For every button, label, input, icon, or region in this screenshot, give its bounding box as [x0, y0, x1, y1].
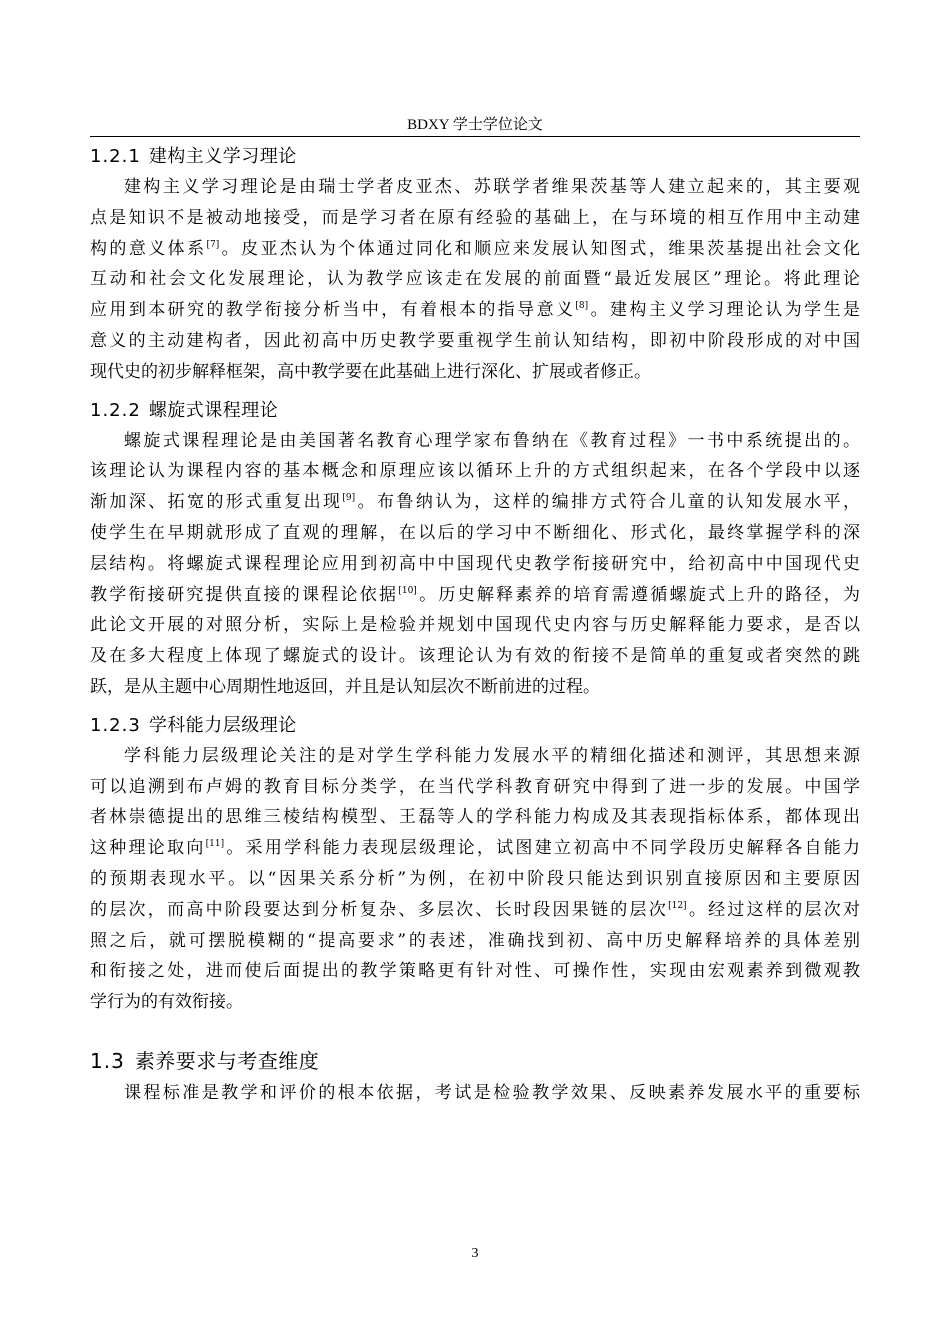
citation-ref[interactable]: [11]: [205, 839, 225, 850]
citation-ref[interactable]: [8]: [575, 301, 589, 312]
section-heading: [90, 396, 860, 426]
text-run: 。布鲁纳认为，这样的编排方式符合儿童的认知发展水平，: [355, 492, 861, 513]
body-paragraph: [90, 1078, 860, 1109]
text-line: [90, 580, 860, 611]
text-run: 。采用学科能力表现层级理论，试图建立初高中不同学段历史解释各自能力: [224, 838, 861, 859]
text-line: 照之后，就可摆脱模糊的“提高要求”的表述，准确找到初、高中历史解释培养的具体差别: [90, 930, 860, 951]
text-line: [90, 487, 860, 518]
text-line: [90, 234, 860, 265]
citation-ref[interactable]: [7]: [206, 239, 220, 250]
section-number: 1.2.2: [90, 399, 141, 421]
citation-ref[interactable]: [12]: [668, 900, 687, 911]
body-paragraph: [90, 741, 860, 1018]
text-line: 学科能力层级理论关注的是对学生学科能力发展水平的精细化描述和测评，其思想来源: [124, 745, 860, 766]
text-line: [90, 833, 860, 864]
page-number: 3: [471, 1246, 479, 1261]
section-number: 1.2.1: [90, 146, 141, 167]
text-line: 螺旋式课程理论是由美国著名教育心理学家布鲁纳在《教育过程》一书中系统提出的。: [124, 430, 860, 451]
text-run: 。历史解释素养的培育需遵循螺旋式上升的路径，为: [416, 584, 861, 605]
section-title: 学科能力层级理论: [148, 714, 297, 736]
text-line: 此论文开展的对照分析，实际上是检验并规划中国现代史内容与历史解释能力要求，是否以: [90, 615, 860, 636]
section-title: 螺旋式课程理论: [148, 399, 279, 421]
text-line: 跃，是从主题中心周期性地返回，并且是认知层次不断前进的过程。: [90, 676, 600, 697]
section-1-2-2: [90, 396, 860, 703]
text-run: 构的意义体系: [90, 238, 207, 259]
text-line: 和衔接之处，进而使后面提出的教学策略更有针对性、可操作性，实现由宏观素养到微观教: [90, 961, 860, 982]
section-number: 1.2.3: [90, 714, 141, 736]
text-run: 。经过这样的层次对: [686, 899, 861, 920]
text-line: 及在多大程度上体现了螺旋式的设计。该理论认为有效的衔接不是简单的重复或者突然的跳: [90, 646, 860, 667]
section-heading: [90, 142, 860, 172]
text-line: 点是知识不是被动地接受，而是学习者在原有经验的基础上，在与环境的相互作用中主动建: [90, 207, 860, 228]
section-heading: [90, 1044, 860, 1078]
text-run: 教学衔接研究提供直接的课程论依据: [90, 584, 399, 605]
text-run: 这种理论取向: [90, 838, 206, 859]
text-line: 者林崇德提出的思维三棱结构模型、王磊等人的学科能力构成及其表现指标体系，都体现出: [90, 807, 860, 828]
section-number: 1.3: [90, 1048, 125, 1073]
text-run: 。皮亚杰认为个体通过同化和顺应来发展认知图式，维果茨基提出社会文化: [219, 238, 860, 259]
section-title: 建构主义学习理论: [148, 146, 297, 167]
text-line: 意义的主动建构者，因此初高中历史教学要重视学生前认知结构，即初中阶段形成的对中国: [90, 330, 860, 351]
header-rule: [90, 136, 860, 137]
text-line: 该理论认为课程内容的基本概念和原理应该以循环上升的方式组织起来，在各个学段中以逐: [90, 461, 860, 482]
text-line: 可以追溯到布卢姆的教育目标分类学，在当代学科教育研究中得到了进一步的发展。中国学: [90, 776, 860, 797]
text-line: 学行为的有效衔接。: [90, 992, 243, 1013]
text-line: 建构主义学习理论是由瑞士学者皮亚杰、苏联学者维果茨基等人建立起来的，其主要观: [124, 177, 860, 197]
page-content: [90, 142, 860, 1109]
text-line: [90, 295, 860, 326]
text-line: 课程标准是教学和评价的根本依据，考试是检验教学效果、反映素养发展水平的重要标: [124, 1082, 860, 1103]
text-line: 的预期表现水平。以“因果关系分析”为例，在初中阶段只能达到识别直接原因和主要原因: [90, 868, 860, 889]
text-line: 层结构。将螺旋式课程理论应用到初高中中国现代史教学衔接研究中，给初高中中国现代史: [90, 553, 860, 574]
citation-ref[interactable]: [9]: [342, 493, 356, 504]
section-title: 素养要求与考查维度: [134, 1048, 320, 1073]
text-run: 应用到本研究的教学衔接分析当中，有着根本的指导意义: [90, 300, 576, 321]
body-paragraph: [90, 172, 860, 388]
text-line: 互动和社会文化发展理论，认为教学应该走在发展的前面暨“最近发展区”理论。将此理论: [90, 269, 860, 290]
section-1-3: [90, 1044, 860, 1109]
text-line: [90, 895, 860, 926]
citation-ref[interactable]: [10]: [398, 585, 417, 596]
text-line: 现代史的初步解释框架，高中教学要在此基础上进行深化、扩展或者修正。: [90, 361, 651, 382]
body-paragraph: [90, 426, 860, 703]
section-1-2-1: [90, 142, 860, 388]
text-run: 。建构主义学习理论认为学生是: [588, 300, 861, 321]
text-line: 使学生在早期就形成了直观的理解，在以后的学习中不断细化、形式化，最终掌握学科的深: [90, 522, 860, 543]
text-run: 的层次，而高中阶段要达到分析复杂、多层次、长时段因果链的层次: [90, 899, 669, 920]
section-1-2-3: [90, 711, 860, 1018]
running-header: BDXY 学士学位论文: [407, 117, 543, 133]
section-heading: [90, 711, 860, 741]
text-run: 渐加深、拓宽的形式重复出现: [90, 492, 343, 513]
